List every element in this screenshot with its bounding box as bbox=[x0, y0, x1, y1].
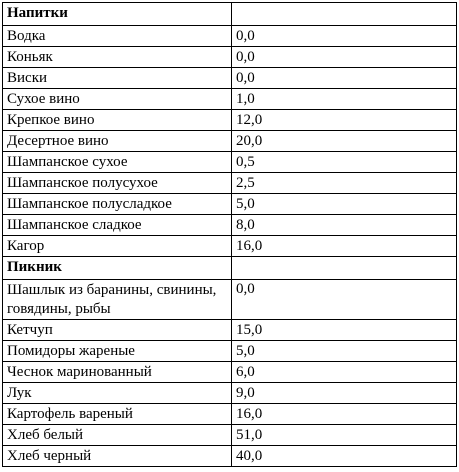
product-name-cell: Десертное вино bbox=[3, 131, 232, 152]
table-row bbox=[3, 152, 457, 173]
product-name-cell: Виски bbox=[3, 68, 232, 89]
table-row bbox=[3, 194, 457, 215]
carb-value-cell: 6,0 bbox=[232, 362, 457, 383]
table-row bbox=[3, 173, 457, 194]
section-title-empty-cell bbox=[232, 3, 457, 26]
product-name-cell: Лук bbox=[3, 383, 232, 404]
table-row bbox=[3, 89, 457, 110]
carb-table-container bbox=[2, 2, 456, 467]
product-name-cell: Водка bbox=[3, 26, 232, 47]
carb-value-cell: 8,0 bbox=[232, 215, 457, 236]
product-name-cell: Помидоры жареные bbox=[3, 341, 232, 362]
table-row bbox=[3, 131, 457, 152]
table-row bbox=[3, 446, 457, 467]
product-name-cell: Коньяк bbox=[3, 47, 232, 68]
table-row bbox=[3, 47, 457, 68]
product-name-cell: Шампанское полусладкое bbox=[3, 194, 232, 215]
table-row bbox=[3, 404, 457, 425]
section-header-row bbox=[3, 3, 457, 26]
table-row bbox=[3, 26, 457, 47]
carb-value-cell: 16,0 bbox=[232, 404, 457, 425]
product-name-cell: Шампанское сухое bbox=[3, 152, 232, 173]
carb-value-cell: 0,0 bbox=[232, 280, 457, 320]
carb-value-cell: 0,0 bbox=[232, 68, 457, 89]
carb-value-cell: 5,0 bbox=[232, 341, 457, 362]
table-row bbox=[3, 425, 457, 446]
section-title: Пикник bbox=[3, 257, 232, 280]
carb-table-body bbox=[3, 3, 457, 467]
carb-value-cell: 16,0 bbox=[232, 236, 457, 257]
carb-value-cell: 5,0 bbox=[232, 194, 457, 215]
table-row bbox=[3, 362, 457, 383]
carb-value-cell: 51,0 bbox=[232, 425, 457, 446]
section-title-empty-cell bbox=[232, 257, 457, 280]
carb-value-cell: 0,0 bbox=[232, 26, 457, 47]
carb-value-cell: 9,0 bbox=[232, 383, 457, 404]
section-header-row bbox=[3, 257, 457, 280]
carb-value-cell: 40,0 bbox=[232, 446, 457, 467]
table-row bbox=[3, 280, 457, 320]
carb-value-cell: 2,5 bbox=[232, 173, 457, 194]
carb-value-cell: 12,0 bbox=[232, 110, 457, 131]
product-name-cell: Хлеб белый bbox=[3, 425, 232, 446]
table-row bbox=[3, 236, 457, 257]
product-name-cell: Картофель вареный bbox=[3, 404, 232, 425]
product-name-cell: Чеснок маринованный bbox=[3, 362, 232, 383]
table-row bbox=[3, 215, 457, 236]
section-title: Напитки bbox=[3, 3, 232, 26]
table-row bbox=[3, 68, 457, 89]
table-row bbox=[3, 383, 457, 404]
carb-value-cell: 20,0 bbox=[232, 131, 457, 152]
product-name-cell: Кетчуп bbox=[3, 320, 232, 341]
carb-value-cell: 15,0 bbox=[232, 320, 457, 341]
carb-table bbox=[2, 2, 457, 467]
product-name-cell: Кагор bbox=[3, 236, 232, 257]
carb-value-cell: 0,5 bbox=[232, 152, 457, 173]
carb-value-cell: 0,0 bbox=[232, 47, 457, 68]
product-name-cell: Крепкое вино bbox=[3, 110, 232, 131]
product-name-cell: Хлеб черный bbox=[3, 446, 232, 467]
table-row bbox=[3, 320, 457, 341]
table-row bbox=[3, 341, 457, 362]
product-name-cell: Шампанское сладкое bbox=[3, 215, 232, 236]
table-row bbox=[3, 110, 457, 131]
product-name-cell: Шашлык из баранины, свинины, говядины, рыбы bbox=[3, 280, 232, 320]
product-name-cell: Сухое вино bbox=[3, 89, 232, 110]
product-name-cell: Шампанское полусухое bbox=[3, 173, 232, 194]
carb-value-cell: 1,0 bbox=[232, 89, 457, 110]
